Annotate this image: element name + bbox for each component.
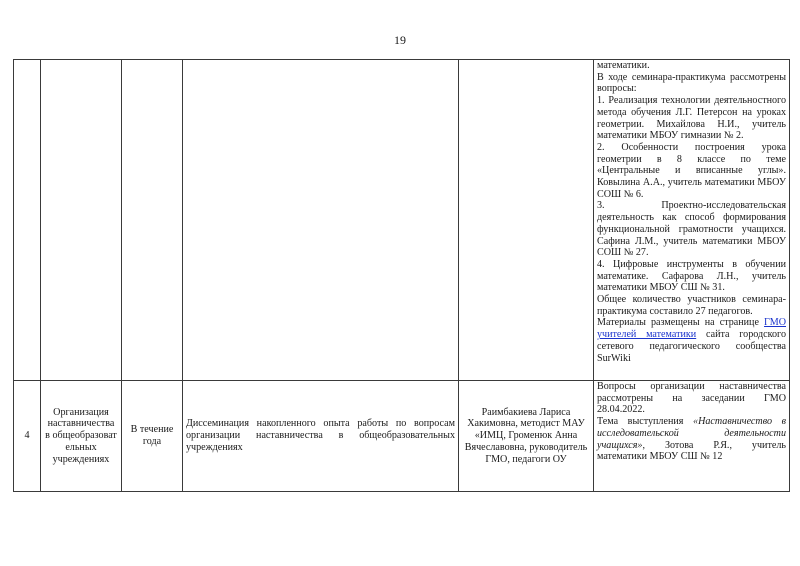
cell-direction — [41, 60, 122, 381]
results-paragraph: 4. Цифровые инструменты в обучении математике. Сафарова Л.Н., учитель математики МБОУ СШ № 31. — [597, 258, 786, 294]
table-row — [14, 381, 790, 492]
plan-table — [13, 59, 790, 492]
cell-direction: Организация наставничества в общеобразоват ельных учреждениях — [41, 381, 122, 492]
cell-period — [122, 60, 183, 381]
results-paragraph: математики. — [597, 60, 650, 71]
topic-speaker: , Зотова Р.Я., учитель математики МБОУ СШ № 12 — [597, 439, 786, 463]
topic-title: «Наставничество в исследовательской деятельности учащихся» — [597, 416, 786, 451]
cell-results — [594, 381, 790, 492]
table-row — [14, 60, 790, 381]
results-paragraph — [597, 416, 786, 463]
page-number: 19 — [394, 33, 406, 47]
results-paragraph: В ходе семинара-практикума рассмотрены вопросы: — [597, 71, 786, 95]
materials-text: Материалы размещены на странице — [597, 317, 765, 329]
materials-text-end: сайта городского сетевого педагогического сообщества SurWiki — [597, 329, 786, 364]
results-paragraph: Общее количество участников семинара-практикума составило 27 педагогов. — [597, 294, 786, 317]
content-text: Диссеминация накопленного опыта работы по вопросам организации наставничества в общеобразовательных учреждениях — [186, 418, 455, 453]
cell-number: 4 — [14, 381, 41, 492]
topic-label: Тема выступления — [597, 416, 694, 428]
results-paragraph: Вопросы организации наставничества рассмотрены на заседании ГМО 28.04.2022. — [597, 381, 786, 416]
cell-period: В течение года — [122, 381, 183, 492]
cell-number — [14, 60, 41, 381]
results-paragraph: 2. Особенности построения урока геометрии в 8 классе по теме «Центральные и вписанные углы». Ковылина А.А., учитель математики МБОУ СОШ № 6. — [597, 141, 786, 200]
results-paragraph: 1. Реализация технологии деятельностного метода обучения Л.Г. Петерсон на уроках геометрии. Михайлова Н.И., учитель математики МБОУ гимназии № 2. — [597, 95, 786, 142]
cell-responsible: Раимбакиева Лариса Хакимовна, методист МАУ «ИМЦ, Громенюк Анна Вячеславовна, руководитель ГМО, педагоги ОУ — [459, 381, 594, 492]
cell-content — [183, 60, 459, 381]
cell-content — [183, 381, 459, 492]
results-paragraph: 3. Проектно-исследовательская деятельность как способ формирования функциональной грамотности учащихся. Сафина Л.М., учитель математики МБОУ СОШ № 27. — [597, 200, 786, 259]
results-paragraph — [597, 317, 786, 364]
cell-responsible — [459, 60, 594, 381]
cell-results — [594, 60, 790, 381]
gmo-math-teachers-link[interactable]: ГМО учителей математики — [597, 317, 786, 341]
